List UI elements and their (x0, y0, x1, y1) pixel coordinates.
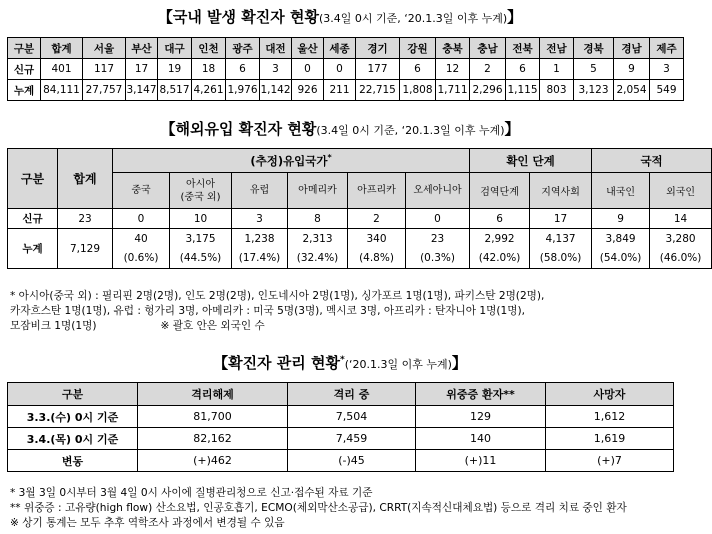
overseas-country-header: 아시아 (중국 외) (170, 173, 232, 209)
management-row-label: 3.3.(수) 0시 기준 (8, 406, 138, 428)
note-line: 모잠비크 1명(1명) ※ 괄호 안은 외국인 수 (10, 320, 265, 332)
domestic-cell: 803 (540, 80, 574, 101)
management-cell: 81,700 (138, 406, 288, 428)
domestic-cell: 6 (226, 59, 260, 80)
overseas-h-total: 합계 (58, 149, 113, 209)
domestic-title-main: 【국내 발생 확진자 현황 (157, 8, 319, 26)
domestic-cell: 117 (83, 59, 126, 80)
overseas-new-cell: 0 (406, 209, 470, 229)
note-line: 카자흐스탄 1명(1명), 유럽 : 헝가리 3명, 아메리카 : 미국 5명(3명), 멕시코 3명, 아프리카 : 탄자니아 1명(1명), (10, 305, 525, 317)
overseas-h-country-label: (추정)유입국가 (250, 153, 328, 168)
domestic-header-cell: 경남 (614, 38, 650, 59)
domestic-cell: 22,715 (356, 80, 400, 101)
management-cell: 7,504 (288, 406, 416, 428)
overseas-cum-total: 7,129 (58, 229, 113, 269)
management-cell: (+)7 (546, 450, 674, 472)
management-title-end: 】 (451, 354, 467, 372)
overseas-cum-cell: 40 (113, 229, 170, 249)
management-row-label: 3.4.(목) 0시 기준 (8, 428, 138, 450)
overseas-pct-cell: (4.8%) (348, 249, 406, 269)
domestic-header-row (8, 38, 684, 59)
domestic-header-cell: 제주 (650, 38, 684, 59)
domestic-cell: 4,261 (192, 80, 226, 101)
domestic-cell: 1,115 (506, 80, 540, 101)
domestic-cell: 3,147 (126, 80, 158, 101)
domestic-cell: 2,296 (470, 80, 506, 101)
domestic-cell: 12 (436, 59, 470, 80)
management-row-label: 변동 (8, 450, 138, 472)
overseas-nationality-header: 외국인 (650, 173, 712, 209)
overseas-country-header: 중국 (113, 173, 170, 209)
overseas-cum-cell: 340 (348, 229, 406, 249)
domestic-cell: 5 (574, 59, 614, 80)
overseas-pct-cell: (58.0%) (530, 249, 592, 269)
management-row-0304 (8, 428, 674, 450)
overseas-cum-cell: 1,238 (232, 229, 288, 249)
overseas-pct-cell: (0.6%) (113, 249, 170, 269)
overseas-title-end: 】 (504, 120, 520, 138)
domestic-new-row (8, 59, 684, 80)
domestic-header-cell: 경기 (356, 38, 400, 59)
overseas-pct-cell: (17.4%) (232, 249, 288, 269)
domestic-cell: 84,111 (41, 80, 83, 101)
management-header-cell: 격리 중 (288, 383, 416, 406)
domestic-cell: 3 (650, 59, 684, 80)
domestic-cell: 9 (614, 59, 650, 80)
management-header-cell: 위중증 환자** (416, 383, 546, 406)
domestic-header-cell: 대전 (260, 38, 292, 59)
overseas-pct-cell: (0.3%) (406, 249, 470, 269)
overseas-cum-cell: 23 (406, 229, 470, 249)
overseas-new-cell: 2 (348, 209, 406, 229)
management-notes (10, 486, 627, 531)
overseas-cum-cell: 3,175 (170, 229, 232, 249)
overseas-cum-cell: 3,280 (650, 229, 712, 249)
management-cell: (+)11 (416, 450, 546, 472)
domestic-cell: 6 (400, 59, 436, 80)
domestic-header-cell: 경북 (574, 38, 614, 59)
management-table (7, 382, 674, 472)
management-cell: (+)462 (138, 450, 288, 472)
management-cell: 1,612 (546, 406, 674, 428)
domestic-row-label: 신규 (8, 59, 41, 80)
overseas-new-label: 신규 (8, 209, 58, 229)
management-header-cell: 사망자 (546, 383, 674, 406)
note-line: * 3월 3일 0시부터 3월 4일 0시 사이에 질병관리청으로 신고·접수된 자료 기준 (10, 487, 373, 499)
overseas-h-confirm-group: 확인 단계 (470, 149, 592, 173)
overseas-title-sub: (3.4일 0시 기준, ‘20.1.3일 이후 누계) (316, 124, 505, 137)
domestic-cum-row (8, 80, 684, 101)
overseas-h-nationality-group: 국적 (592, 149, 712, 173)
overseas-new-cell: 0 (113, 209, 170, 229)
management-title (0, 352, 680, 373)
overseas-confirm-header: 지역사회 (530, 173, 592, 209)
domestic-cell: 0 (324, 59, 356, 80)
note-line: * 아시아(중국 외) : 필리핀 2명(2명), 인도 2명(2명), 인도네시아 2명(1명), 싱가포르 1명(1명), 파키스탄 2명(2명), (10, 290, 545, 302)
management-title-main: 【확진자 관리 현황 (213, 354, 340, 372)
overseas-cum-cell: 3,849 (592, 229, 650, 249)
overseas-pct-cell: (44.5%) (170, 249, 232, 269)
overseas-header-row-1 (8, 149, 712, 173)
domestic-cell: 211 (324, 80, 356, 101)
domestic-header-cell: 전남 (540, 38, 574, 59)
domestic-cell: 8,517 (158, 80, 192, 101)
domestic-cell: 2,054 (614, 80, 650, 101)
domestic-cell: 177 (356, 59, 400, 80)
overseas-cum-label: 누계 (8, 229, 58, 269)
overseas-new-cell: 17 (530, 209, 592, 229)
management-cell: 129 (416, 406, 546, 428)
management-row-0303 (8, 406, 674, 428)
domestic-cell: 926 (292, 80, 324, 101)
domestic-cell: 2 (470, 59, 506, 80)
management-cell: 82,162 (138, 428, 288, 450)
management-cell: 1,619 (546, 428, 674, 450)
domestic-header-cell: 충남 (470, 38, 506, 59)
domestic-cell: 3,123 (574, 80, 614, 101)
domestic-cell: 18 (192, 59, 226, 80)
overseas-pct-cell: (46.0%) (650, 249, 712, 269)
domestic-header-cell: 서울 (83, 38, 126, 59)
domestic-cell: 6 (506, 59, 540, 80)
overseas-new-row (8, 209, 712, 229)
domestic-header-cell: 대구 (158, 38, 192, 59)
domestic-cell: 17 (126, 59, 158, 80)
overseas-cum-cell: 4,137 (530, 229, 592, 249)
domestic-cell: 1 (540, 59, 574, 80)
domestic-cell: 3 (260, 59, 292, 80)
overseas-confirm-header: 검역단계 (470, 173, 530, 209)
overseas-h-gubun: 구분 (8, 149, 58, 209)
overseas-country-header: 오세아니아 (406, 173, 470, 209)
domestic-title (0, 6, 680, 27)
domestic-header-cell: 부산 (126, 38, 158, 59)
management-header-cell: 구분 (8, 383, 138, 406)
overseas-country-header: 아프리카 (348, 173, 406, 209)
overseas-new-cell: 9 (592, 209, 650, 229)
domestic-header-cell: 구분 (8, 38, 41, 59)
domestic-title-end: 】 (507, 8, 523, 26)
domestic-title-sub: (3.4일 0시 기준, ‘20.1.3일 이후 누계) (318, 12, 508, 25)
domestic-header-cell: 광주 (226, 38, 260, 59)
note-line: ※ 상기 통계는 모두 추후 역학조사 과정에서 변경될 수 있음 (10, 517, 285, 529)
overseas-pct-row (8, 249, 712, 269)
overseas-title-main: 【해외유입 확진자 현황 (160, 120, 317, 138)
overseas-new-cell: 14 (650, 209, 712, 229)
domestic-header-cell: 세종 (324, 38, 356, 59)
domestic-cell: 1,142 (260, 80, 292, 101)
management-title-sub: (‘20.1.3일 이후 누계) (344, 358, 452, 371)
management-row-change (8, 450, 674, 472)
domestic-header-cell: 전북 (506, 38, 540, 59)
overseas-cum-cell: 2,992 (470, 229, 530, 249)
overseas-header-row-2 (8, 173, 712, 209)
management-title-mark: * (339, 355, 345, 365)
overseas-pct-cell: (32.4%) (288, 249, 348, 269)
management-cell: 140 (416, 428, 546, 450)
overseas-pct-cell: (54.0%) (592, 249, 650, 269)
overseas-nationality-header: 내국인 (592, 173, 650, 209)
domestic-cell: 19 (158, 59, 192, 80)
overseas-pct-cell: (42.0%) (470, 249, 530, 269)
management-header-cell: 격리해제 (138, 383, 288, 406)
management-cell: 7,459 (288, 428, 416, 450)
overseas-title (0, 118, 680, 139)
management-cell: (-)45 (288, 450, 416, 472)
domestic-header-cell: 강원 (400, 38, 436, 59)
domestic-header-cell: 인천 (192, 38, 226, 59)
overseas-new-total: 23 (58, 209, 113, 229)
overseas-new-cell: 10 (170, 209, 232, 229)
domestic-cell: 1,976 (226, 80, 260, 101)
domestic-cell: 27,757 (83, 80, 126, 101)
domestic-header-cell: 울산 (292, 38, 324, 59)
domestic-row-label: 누계 (8, 80, 41, 101)
overseas-new-cell: 8 (288, 209, 348, 229)
domestic-cell: 1,808 (400, 80, 436, 101)
note-line: ** 위중증 : 고유량(high flow) 산소요법, 인공호흡기, ECMO(체외막산소공급), CRRT(지속적신대체요법) 등으로 격리 치료 중인 환자 (10, 502, 627, 514)
domestic-header-cell: 합계 (41, 38, 83, 59)
management-header-row (8, 383, 674, 406)
overseas-new-cell: 3 (232, 209, 288, 229)
overseas-table (7, 148, 712, 269)
overseas-notes (10, 289, 544, 334)
overseas-cum-cell: 2,313 (288, 229, 348, 249)
overseas-cum-row (8, 229, 712, 249)
overseas-country-header: 아메리카 (288, 173, 348, 209)
overseas-new-cell: 6 (470, 209, 530, 229)
overseas-h-country-mark: * (327, 152, 332, 162)
overseas-country-header: 유럽 (232, 173, 288, 209)
overseas-h-country-group (113, 149, 470, 173)
domestic-table (7, 37, 684, 101)
domestic-header-cell: 충북 (436, 38, 470, 59)
domestic-cell: 549 (650, 80, 684, 101)
domestic-cell: 0 (292, 59, 324, 80)
domestic-cell: 401 (41, 59, 83, 80)
domestic-cell: 1,711 (436, 80, 470, 101)
